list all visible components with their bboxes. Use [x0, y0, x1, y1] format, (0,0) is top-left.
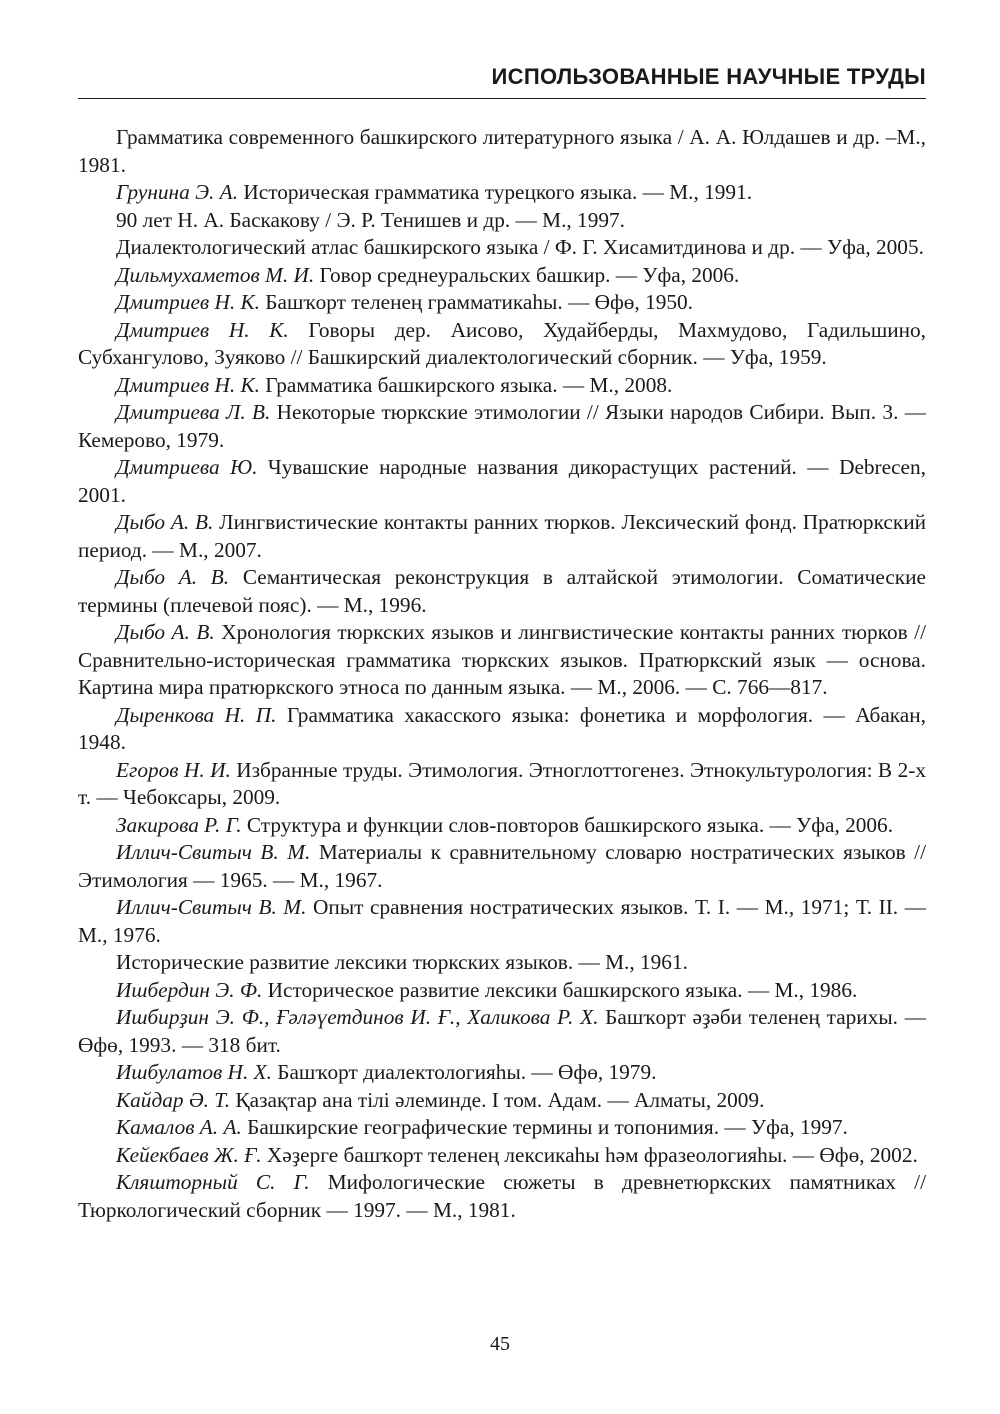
- entry-text: Историческая грамматика турецкого языка. — М., 1991.: [238, 180, 753, 204]
- bibliography-entry: [78, 372, 926, 400]
- bibliography-entry: [78, 757, 926, 812]
- entry-text: Говоры дер. Аисово, Худайберды, Махмудово, Гадильшино, Субхангулово, Зуяково // Башкирский диалектологический сборник. — Уфа, 1959.: [78, 317, 926, 369]
- entry-author: Камалов А. А.: [116, 1115, 242, 1139]
- bibliography-entry: [78, 1169, 926, 1224]
- entry-author: Дмитриев Н. К.: [116, 290, 260, 314]
- entry-text: Структура и функции слов-повторов башкирского языка. — Уфа, 2006.: [241, 812, 894, 837]
- header-rule: [78, 98, 926, 99]
- entry-author: Егоров Н. И.: [116, 757, 231, 782]
- bibliography-entry: [78, 1004, 926, 1059]
- entry-text: Грамматика башкирского языка. — М., 2008.: [259, 372, 673, 397]
- entry-author: Кляшторный С. Г.: [116, 1170, 310, 1194]
- entry-author: Дмитриев Н. К.: [116, 317, 289, 342]
- entry-text: Грамматика хакасского языка: фонетика и морфология. — Абакан, 1948.: [78, 702, 926, 754]
- entry-author: Закирова Р. Г.: [116, 812, 242, 837]
- entry-text: Некоторые тюркские этимологии // Языки народов Сибири. Вып. 3. — Кемерово, 1979.: [78, 400, 926, 452]
- bibliography-entry: [78, 509, 926, 564]
- bibliography-entry: [78, 839, 926, 894]
- bibliography-entry: [78, 619, 926, 702]
- entry-author: Ишбирҙин Э. Ф., Ғәләүетдинов И. Ғ., Халикова Р. Х.: [116, 1005, 599, 1029]
- bibliography-entry: [78, 1087, 926, 1115]
- entry-text: Диалектологический атлас башкирского языка / Ф. Г. Хисамитдинова и др. — Уфа, 2005.: [116, 235, 924, 259]
- entry-text: Семантическая реконструкция в алтайской этимологии. Соматические термины (плечевой пояс). — М., 1996.: [78, 565, 926, 617]
- entry-author: Дмитриев Н. К.: [116, 372, 260, 397]
- bibliography-entry: [78, 207, 926, 235]
- entry-text: Грамматика современного башкирского литературного языка / А. А. Юлдашев и др. –М., 1981.: [78, 125, 926, 177]
- running-head: ИСПОЛЬЗОВАННЫЕ НАУЧНЫЕ ТРУДЫ: [491, 64, 926, 89]
- bibliography-entry: [78, 564, 926, 619]
- entry-text: Мифологические сюжеты в древнетюркских памятниках // Тюркологический сборник — 1997. — М., 1981.: [78, 1170, 926, 1222]
- bibliography-entry: [78, 454, 926, 509]
- entry-text: Историческое развитие лексики башкирского языка. — М., 1986.: [262, 977, 858, 1002]
- entry-text: Лингвистические контакты ранних тюрков. Лексический фонд. Пратюркский период. — М., 2007.: [78, 510, 926, 562]
- bibliography-entry: [78, 399, 926, 454]
- entry-text: Башкирские географические термины и топонимия. — Уфа, 1997.: [241, 1115, 848, 1139]
- entry-text: Хәҙерге башҡорт теленең лексикаһы һәм фразеологияһы. — Өфө, 2002.: [261, 1142, 918, 1167]
- bibliography-list: [78, 124, 926, 1224]
- entry-author: Дмитриева Л. В.: [116, 400, 271, 424]
- entry-author: Иллич-Свитыч В. М.: [116, 840, 311, 864]
- entry-author: Дмитриева Ю.: [116, 455, 258, 479]
- entry-text: 90 лет Н. А. Баскакову / Э. Р. Тенишев и др. — М., 1997.: [116, 207, 625, 232]
- bibliography-entry: [78, 812, 926, 840]
- entry-author: Дыбо А. В.: [116, 565, 230, 589]
- bibliography-entry: [78, 1142, 926, 1170]
- entry-author: Дыбо А. В.: [116, 620, 215, 644]
- entry-author: Ишбулатов Н. Х.: [116, 1060, 272, 1084]
- entry-text: Қазақтар ана тілі әлеминде. I том. Адам. — Алматы, 2009.: [230, 1087, 765, 1112]
- entry-text: Избранные труды. Этимология. Этноглоттогенез. Этнокультурология: В 2-х т. — Чебоксары, 2009.: [78, 757, 926, 809]
- bibliography-entry: [78, 894, 926, 949]
- bibliography-entry: [78, 317, 926, 372]
- bibliography-entry: [78, 124, 926, 179]
- entry-text: Материалы к сравнительному словарю ностратических языков // Этимология — 1965. — М., 1967.: [78, 840, 926, 892]
- bibliography-entry: [78, 262, 926, 290]
- bibliography-entry: [78, 1059, 926, 1087]
- entry-text: Башҡорт теленең грамматикаһы. — Өфө, 1950.: [259, 290, 694, 314]
- entry-author: Дыренкова Н. П.: [116, 702, 277, 727]
- entry-text: Башҡорт диалектологияһы. — Өфө, 1979.: [271, 1060, 657, 1084]
- bibliography-entry: [78, 977, 926, 1005]
- bibliography-entry: [78, 289, 926, 317]
- entry-author: Иллич-Свитыч В. М.: [116, 895, 307, 919]
- entry-author: Дыбо А. В.: [116, 510, 214, 534]
- entry-text: Башҡорт әҙәби теленең тарихы. — Өфө, 1993. — 318 бит.: [78, 1005, 927, 1057]
- entry-text: Говор среднеуральских башкир. — Уфа, 2006.: [314, 262, 740, 287]
- entry-author: Кайдар Ә. Т.: [116, 1087, 231, 1112]
- bibliography-entry: [78, 702, 926, 757]
- entry-text: Опыт сравнения ностратических языков. Т. I. — М., 1971; Т. II. — М., 1976.: [78, 895, 926, 947]
- bibliography-entry: [78, 179, 926, 207]
- bibliography-entry: [78, 1114, 926, 1142]
- entry-author: Кейекбаев Ж. Ғ.: [116, 1142, 262, 1167]
- entry-author: Грунина Э. А.: [116, 180, 239, 204]
- bibliography-entry: [78, 234, 926, 262]
- page-number: 45: [490, 1333, 510, 1355]
- entry-text: Чувашские народные названия дикорастущих растений. — Debrecen, 2001.: [78, 455, 926, 507]
- bibliography-entry: [78, 949, 926, 977]
- entry-text: Исторические развитие лексики тюркских языков. — М., 1961.: [116, 950, 688, 974]
- entry-author: Ишбердин Э. Ф.: [116, 977, 263, 1002]
- entry-text: Хронология тюркских языков и лингвистические контакты ранних тюрков // Сравнительно-историческая грамматика тюркских языков. Пратюркский язык — основа. Картина мира пратюркского этноса по данным языка. — М., 2006. — С. 766—817.: [78, 620, 926, 699]
- entry-author: Дильмухаметов М. И.: [116, 262, 315, 287]
